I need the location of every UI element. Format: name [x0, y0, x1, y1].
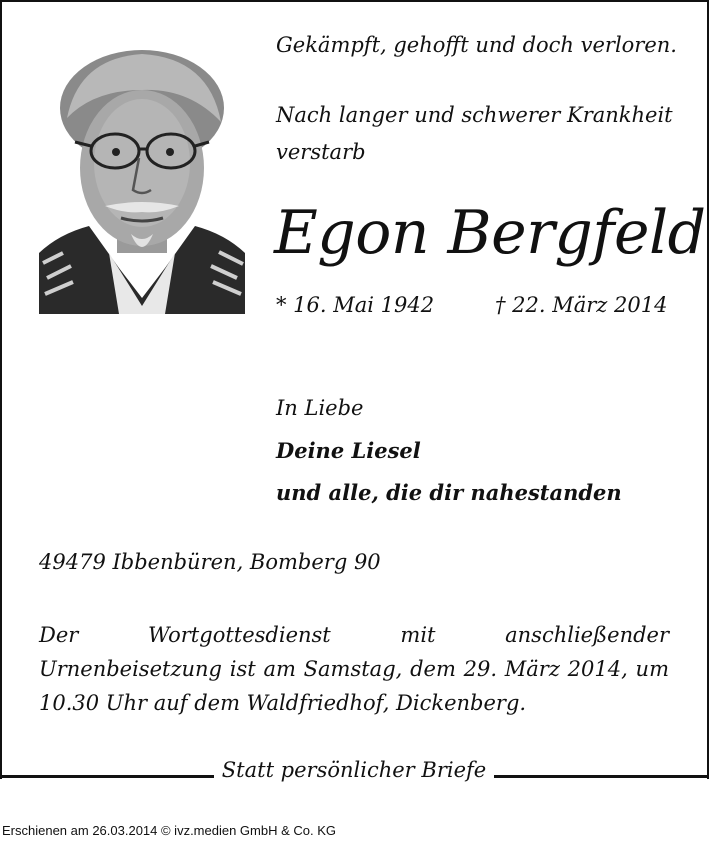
birth-date: * 16. Mai 1942 [276, 293, 435, 317]
death-date: † 22. März 2014 [495, 293, 668, 317]
deceased-name: Egon Bergfeld [274, 198, 706, 268]
service-details: Der Wortgottesdienst mit anschließender Urnenbeisetzung ist am Samstag, dem 29. März 2014, um 10.30 Uhr auf dem Waldfriedhof, Dickenberg. [39, 623, 669, 715]
mourner-primary: Deine Liesel [276, 438, 421, 463]
address: 49479 Ibbenbüren, Bomberg 90 [39, 550, 381, 574]
mourner-others: und alle, die dir nahestanden [276, 480, 622, 505]
intro-line-2: verstarb [276, 140, 366, 164]
portrait-photo [39, 38, 245, 314]
frame-bottom-right [494, 775, 709, 778]
frame-bottom-left [0, 775, 214, 778]
publication-credit: Erschienen am 26.03.2014 © ivz.medien GmbH & Co. KG [2, 823, 337, 838]
in-love-line: In Liebe [276, 396, 364, 420]
intro-line-1: Nach langer und schwerer Krankheit [276, 103, 673, 127]
footer-text: Statt persönlicher Briefe [221, 758, 487, 782]
quote: Gekämpft, gehofft und doch verloren. [276, 33, 677, 57]
